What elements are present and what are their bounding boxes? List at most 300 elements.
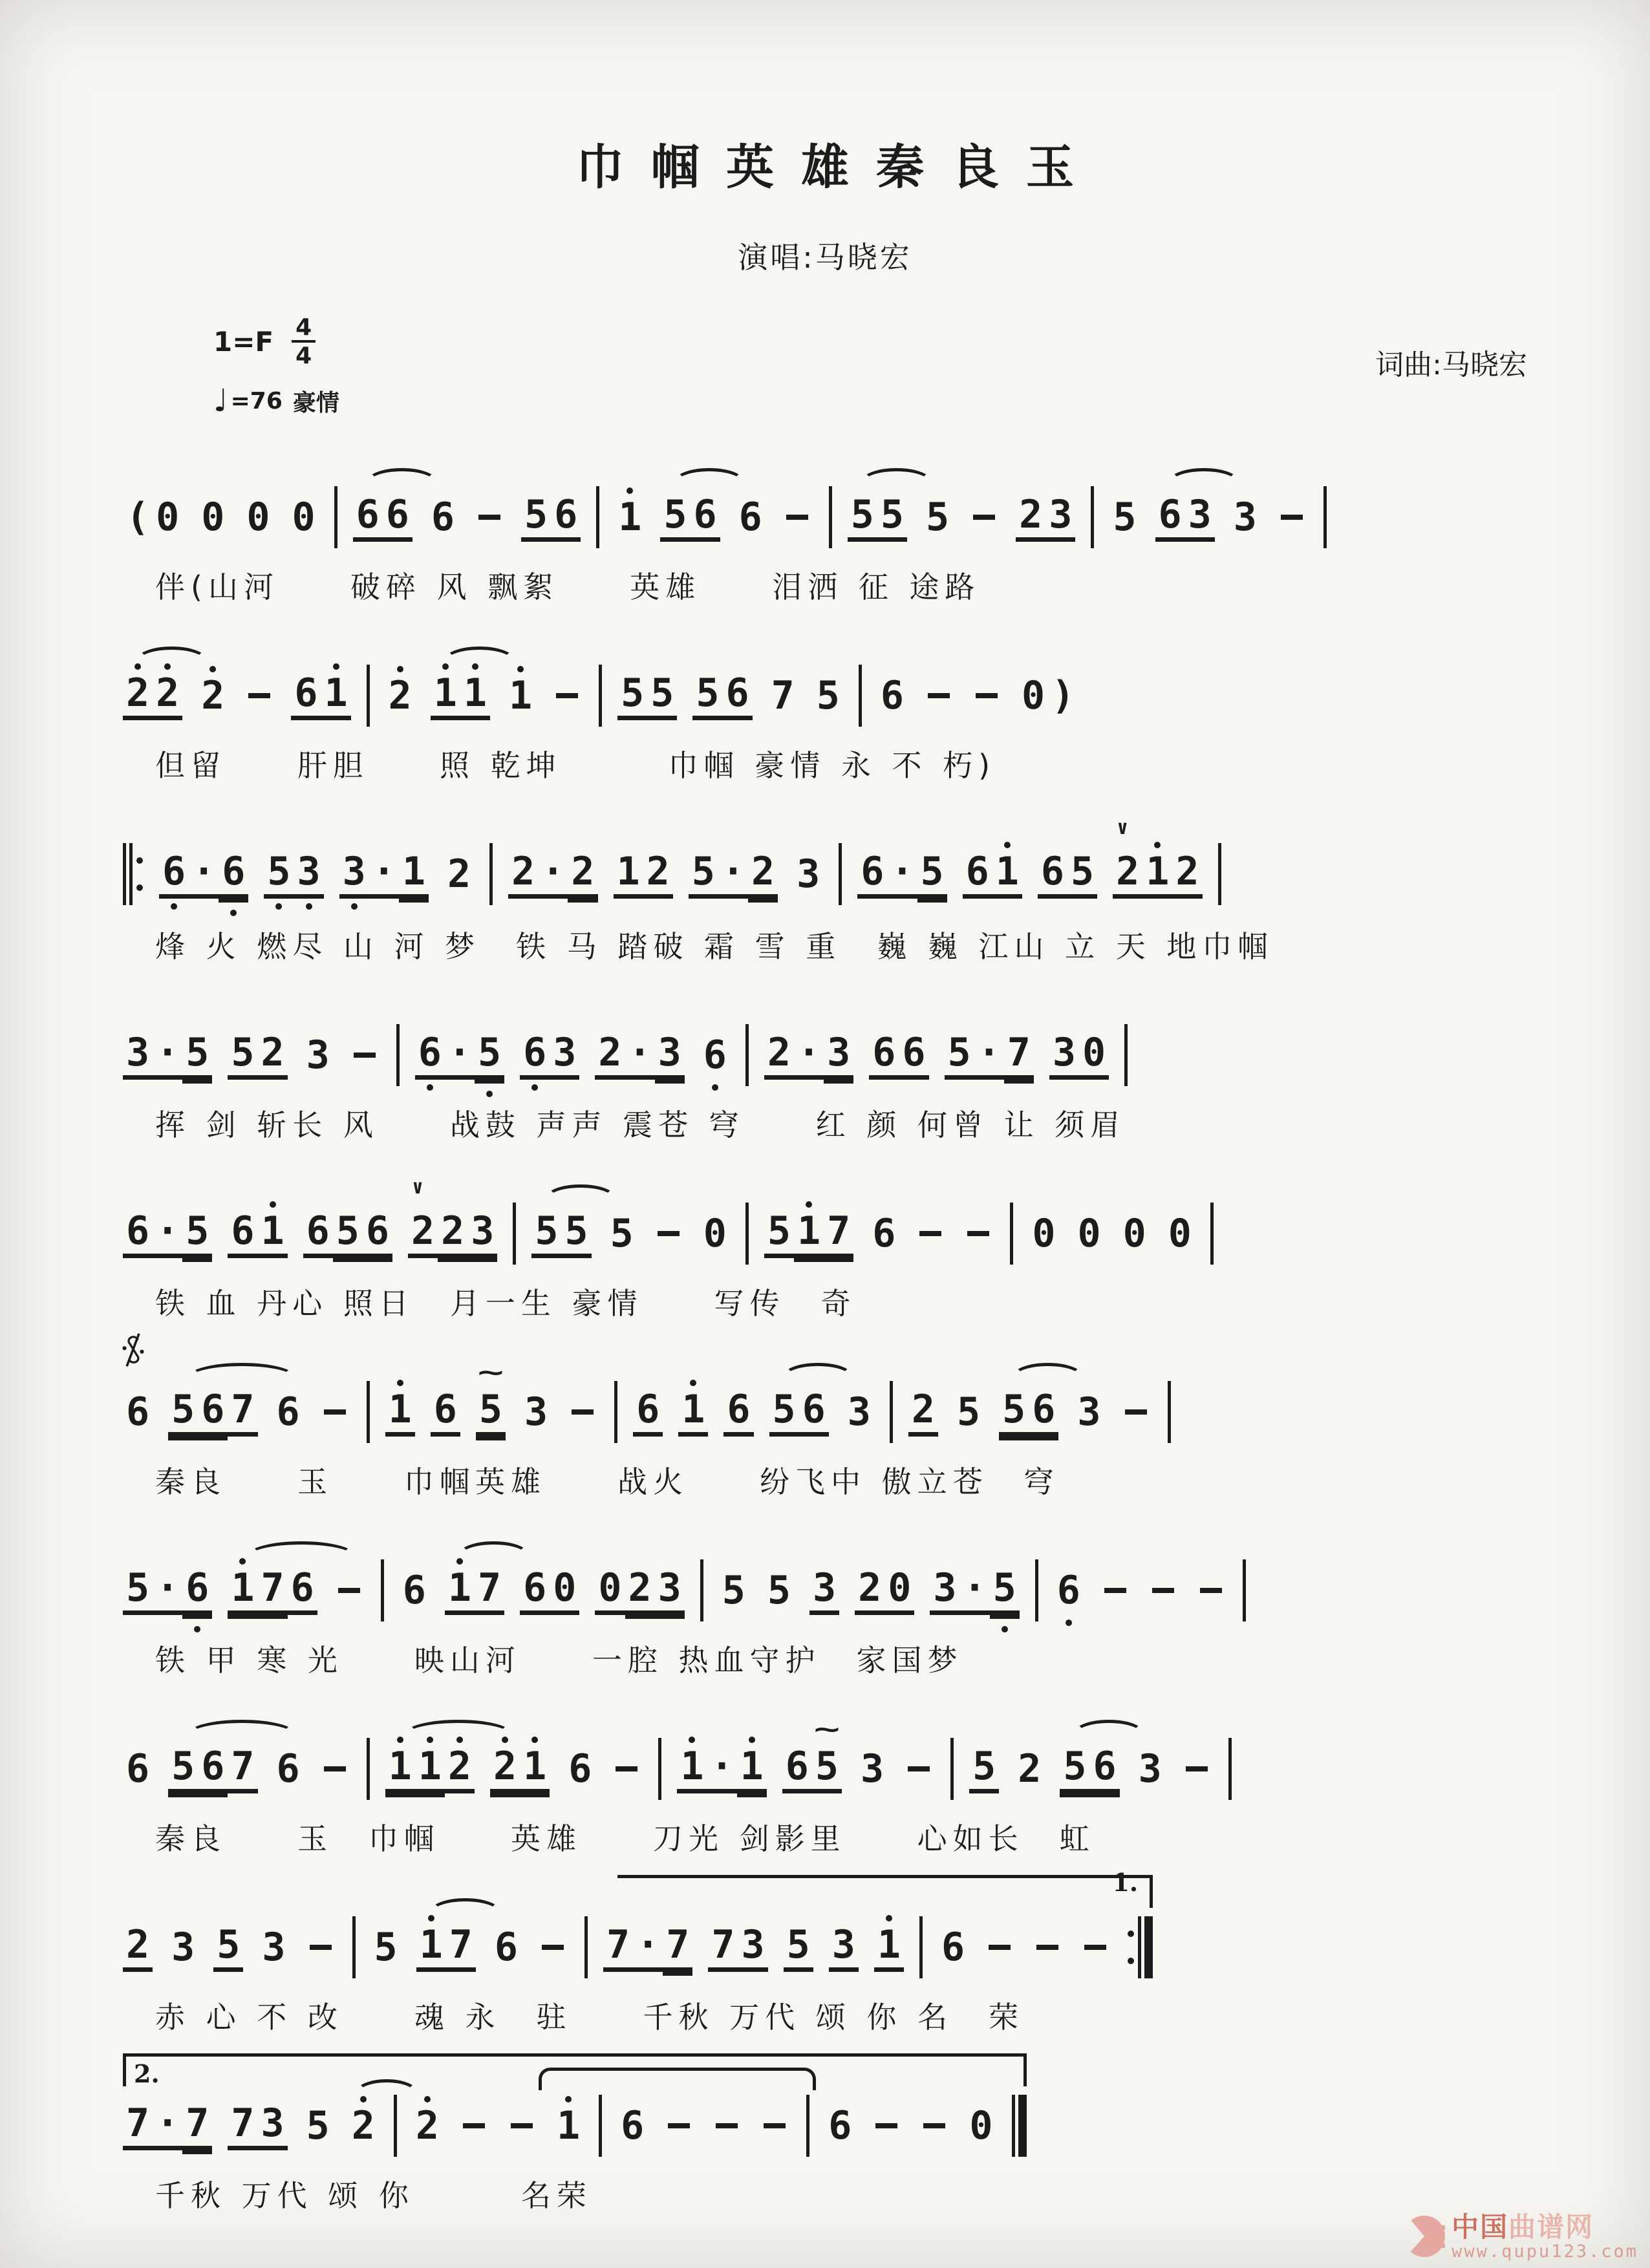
note-char: 6 xyxy=(353,493,383,542)
barline-open xyxy=(123,843,144,905)
note-token xyxy=(473,515,506,520)
note-char: · xyxy=(538,850,568,899)
note-token xyxy=(1016,493,1075,542)
note-token xyxy=(476,1358,506,1437)
note-char: 6 xyxy=(520,1566,550,1615)
note-char: 6 xyxy=(568,1746,592,1792)
note-char: 1 xyxy=(460,671,490,720)
lyrics-line: 秦良 玉 巾帼英雄 战火 纷飞中 傲立苍 穹 xyxy=(155,1464,1060,1499)
note-token xyxy=(123,1390,153,1435)
dash-line xyxy=(248,693,270,698)
note-token xyxy=(660,493,720,542)
note-token xyxy=(259,1925,288,1970)
note-token xyxy=(595,1031,684,1080)
note-char: 5 xyxy=(917,850,947,899)
octave-dot-above xyxy=(806,1201,812,1208)
note-token xyxy=(520,1566,579,1615)
note-char: 5 xyxy=(617,671,647,720)
note-token xyxy=(506,2123,538,2128)
note-token xyxy=(825,2104,855,2148)
note-char: 3 xyxy=(738,1923,768,1972)
note-char: 2 xyxy=(153,671,182,720)
note-char: 5 xyxy=(784,1923,813,1972)
note-char: 6 xyxy=(288,1566,317,1615)
note-char: 3 xyxy=(306,1032,330,1078)
note-char: · xyxy=(960,1566,990,1615)
barline-single xyxy=(859,665,862,727)
note-char: 3 xyxy=(824,1031,853,1080)
note-char: 5 xyxy=(562,1209,592,1258)
note-token xyxy=(123,1031,212,1080)
note-token xyxy=(1109,495,1139,540)
note-char: 2 xyxy=(748,850,778,899)
note-token xyxy=(963,850,1022,899)
barline-single xyxy=(745,1203,749,1265)
note-char: 5 xyxy=(610,1210,634,1256)
note-token xyxy=(123,495,182,540)
dash-line xyxy=(973,515,995,520)
note-char: 5 xyxy=(877,493,907,542)
barline-single xyxy=(367,665,370,727)
note-char: 5 xyxy=(306,2102,330,2148)
note-char: · xyxy=(633,1923,663,1972)
score-line xyxy=(123,1161,1611,1323)
note-token xyxy=(945,1031,1034,1080)
note-char: 2 xyxy=(764,1031,794,1080)
note-char: 1 xyxy=(399,850,429,899)
note-char: · xyxy=(887,850,917,899)
note-token xyxy=(123,1923,153,1972)
note-char: 3 xyxy=(123,1031,153,1080)
octave-dot-above xyxy=(239,1558,246,1565)
note-token xyxy=(781,515,813,520)
note-char: 3 xyxy=(829,1923,859,1972)
note-token xyxy=(123,671,182,720)
score-line xyxy=(123,445,1611,606)
dash-line xyxy=(572,1409,594,1415)
note-char: 7 xyxy=(123,2101,153,2150)
note-char: · xyxy=(974,1031,1004,1080)
note-char: 3 xyxy=(847,1389,871,1435)
note-char: 6 xyxy=(828,2102,852,2148)
note-char: 3 xyxy=(339,850,369,899)
note-char: 0 xyxy=(595,1566,625,1615)
note-char: 5 xyxy=(123,1566,153,1615)
dash-line xyxy=(923,2123,945,2128)
notes-row xyxy=(123,1916,1153,1978)
note-token xyxy=(914,1231,947,1236)
note-token xyxy=(444,852,474,897)
mordent-mark: ~ xyxy=(813,1715,841,1744)
dash-line xyxy=(928,693,950,698)
dash-line xyxy=(786,515,808,520)
note-token xyxy=(531,1209,591,1258)
note-char: 7 xyxy=(603,1923,633,1972)
note-char: 6 xyxy=(782,1744,812,1793)
note-char: 1 xyxy=(431,671,460,720)
note-char: 2 xyxy=(595,1031,625,1080)
note-token xyxy=(264,850,323,899)
note-char: 6 xyxy=(872,1210,896,1256)
octave-dot-above xyxy=(886,1915,892,1921)
dash-line xyxy=(354,1053,376,1058)
lyrics-line: 但留 肝胆 照 乾坤 巾帼 豪情 永 不 朽) xyxy=(155,748,996,783)
note-char: 1 xyxy=(615,495,645,540)
barline-single xyxy=(745,1024,749,1086)
note-char: 7 xyxy=(182,2101,212,2150)
note-char: 6 xyxy=(700,1033,730,1078)
octave-dot-above xyxy=(428,1915,434,1921)
note-token xyxy=(736,495,766,540)
note-char: · xyxy=(445,1031,475,1080)
note-token xyxy=(415,1031,504,1080)
note-token xyxy=(243,495,273,540)
note-token xyxy=(678,1387,708,1437)
note-char: 5 xyxy=(168,1387,198,1437)
meter-denominator: 4 xyxy=(292,340,316,369)
note-token xyxy=(595,1566,684,1615)
octave-dot-above xyxy=(397,1380,403,1386)
note-token xyxy=(303,1209,392,1258)
note-char: 1 xyxy=(614,850,643,899)
note-token xyxy=(431,1387,460,1437)
note-token xyxy=(1049,1031,1109,1080)
note-char: 6 xyxy=(159,850,189,899)
octave-dot-above xyxy=(531,1737,538,1743)
barline-single xyxy=(919,1916,923,1978)
note-token xyxy=(1038,850,1097,899)
note-token xyxy=(123,1566,212,1615)
note-token xyxy=(305,1945,337,1950)
note-char: 5 xyxy=(990,1566,1020,1615)
watermark-site xyxy=(1452,2212,1638,2242)
notes-wrap xyxy=(123,1559,1246,1621)
note-token xyxy=(1014,1747,1044,1792)
notes-wrap xyxy=(123,1358,1171,1443)
notes-wrap xyxy=(123,817,1221,905)
segno-icon xyxy=(122,1332,145,1377)
note-char: 1 xyxy=(385,1387,415,1437)
octave-dot-below xyxy=(1002,1626,1008,1632)
dash-line xyxy=(919,1231,941,1236)
octave-dot-below xyxy=(712,1084,718,1091)
note-token xyxy=(700,1212,730,1256)
note-token xyxy=(228,2101,287,2150)
tempo-marking xyxy=(213,383,339,419)
note-char: 6 xyxy=(198,1744,228,1793)
note-char: 3 xyxy=(1049,1031,1079,1080)
octave-dot-above xyxy=(270,1201,276,1208)
note-char: 2 ∨ xyxy=(408,1209,438,1258)
octave-dot-below xyxy=(427,1084,433,1091)
note-char: 5 xyxy=(264,850,294,899)
note-char: 6 xyxy=(431,494,455,540)
note-char: 5 xyxy=(926,494,950,540)
note-token xyxy=(1099,1588,1131,1593)
barline-single xyxy=(1168,1381,1171,1443)
note-char: 6 xyxy=(621,2102,645,2148)
note-char: 5 xyxy=(531,1209,561,1258)
dash-line xyxy=(616,1766,638,1771)
key-label: 1=F xyxy=(213,326,274,358)
note-token xyxy=(123,2101,212,2150)
note-char: 6 xyxy=(963,850,992,899)
note-token xyxy=(228,1031,287,1080)
notes-row xyxy=(123,486,1327,548)
breath-mark: ∨ xyxy=(412,1176,424,1199)
note-char: 6 xyxy=(1054,1568,1084,1613)
note-char: 7 xyxy=(771,672,795,718)
note-char: 3 xyxy=(258,2101,288,2150)
note-token xyxy=(615,495,645,540)
note-token xyxy=(764,1568,794,1613)
note-char: 2 xyxy=(385,674,415,718)
note-char: 1 xyxy=(385,1744,415,1793)
note-char: 3 xyxy=(655,1031,685,1080)
dash-line xyxy=(1125,1409,1147,1415)
note-char: 5 xyxy=(692,671,722,720)
note-char: 2 xyxy=(348,2104,378,2148)
note-char: 1 xyxy=(553,2104,583,2148)
note-token xyxy=(428,495,458,540)
octave-dot-above xyxy=(690,1380,696,1386)
note-token xyxy=(168,1744,257,1793)
note-token xyxy=(1074,1390,1104,1435)
note-char: 2 xyxy=(123,1923,153,1972)
note-token xyxy=(385,1744,475,1793)
dash-line xyxy=(1281,515,1303,520)
score-line xyxy=(123,983,1611,1144)
dash-line xyxy=(764,2123,786,2128)
note-token xyxy=(784,1923,813,1972)
score-meta xyxy=(213,316,1527,425)
octave-dot-above xyxy=(565,2096,572,2102)
octave-dot-above xyxy=(333,663,339,670)
note-char: 1 xyxy=(228,1566,257,1615)
note-char: 2 xyxy=(908,1387,938,1437)
octave-dot-above xyxy=(134,663,141,670)
octave-dot-above xyxy=(442,663,449,670)
dash-line xyxy=(1152,1588,1174,1593)
note-char: 6 xyxy=(880,672,904,718)
note-char: 6 xyxy=(182,1566,212,1615)
note-char: 6 xyxy=(123,1209,153,1258)
note-char: 3 xyxy=(262,1924,286,1970)
note-token xyxy=(1060,1744,1119,1793)
note-token xyxy=(677,1744,766,1793)
note-char: 1 xyxy=(678,1387,708,1437)
note-token xyxy=(610,1766,643,1771)
note-char: 6 xyxy=(1038,850,1067,899)
barline-single xyxy=(658,1738,661,1800)
note-char: 6 xyxy=(551,493,581,542)
note-token xyxy=(1075,1212,1104,1256)
note-char: 5 xyxy=(767,1567,791,1613)
note-char: 1 xyxy=(677,1744,707,1793)
note-char: 1 xyxy=(506,674,535,718)
note-token xyxy=(159,850,248,899)
note-token xyxy=(1155,493,1215,542)
note-token xyxy=(903,1766,935,1771)
note-token xyxy=(353,493,412,542)
octave-dot-below xyxy=(306,903,312,910)
note-char: 5 xyxy=(764,1209,794,1258)
note-token xyxy=(855,1566,914,1615)
note-char: 3 xyxy=(550,1031,579,1080)
note-token xyxy=(408,1176,497,1258)
note-token xyxy=(869,1212,899,1256)
dash-line xyxy=(1200,1588,1222,1593)
note-token xyxy=(303,2104,333,2148)
note-token xyxy=(537,1945,569,1950)
note-token xyxy=(870,2123,903,2128)
tempo-value: =76 xyxy=(230,387,283,414)
note-token xyxy=(962,1231,994,1236)
note-token xyxy=(966,2104,996,2148)
song-title: 巾帼英雄秦良玉 xyxy=(576,140,1101,195)
note-token xyxy=(869,1031,928,1080)
barline-single xyxy=(1323,486,1327,548)
note-token xyxy=(289,495,319,540)
note-char: 3 xyxy=(524,1389,548,1435)
note-char: · xyxy=(153,1209,182,1258)
note-char: 3 xyxy=(171,1924,195,1970)
mordent-mark: ~ xyxy=(477,1358,504,1387)
note-char: 3 xyxy=(1138,1746,1162,1792)
octave-dot-above xyxy=(472,663,478,670)
octave-dot-above xyxy=(517,666,524,672)
score-line xyxy=(123,802,1611,966)
note-char: 2 xyxy=(258,1031,288,1080)
note-char: 5 xyxy=(475,1031,504,1080)
note-token xyxy=(1230,495,1260,540)
notes-row xyxy=(123,1358,1171,1443)
quarter-note-icon: ♩ xyxy=(213,383,228,419)
note-token xyxy=(1120,1212,1150,1256)
note-token xyxy=(551,693,583,698)
note-char: 7 xyxy=(228,1387,257,1437)
dash-line xyxy=(1084,1945,1106,1950)
note-char: 5 ~ xyxy=(812,1744,842,1793)
note-char: 5 xyxy=(816,672,840,718)
note-char: · xyxy=(707,1744,737,1793)
barline-single xyxy=(599,2095,602,2157)
note-token xyxy=(813,674,843,718)
barline-single xyxy=(829,486,832,548)
note-char: 2 xyxy=(445,1744,475,1793)
note-char: 5 xyxy=(969,1744,999,1793)
note-char: · xyxy=(625,1031,655,1080)
dash-line xyxy=(324,1409,346,1415)
note-char: · xyxy=(153,2101,182,2150)
dash-line xyxy=(1036,1945,1058,1950)
note-char: 6 xyxy=(723,671,753,720)
note-token xyxy=(793,852,823,897)
note-char: 3 xyxy=(1233,494,1257,540)
note-token xyxy=(566,1409,599,1415)
note-token xyxy=(123,1209,212,1258)
note-token xyxy=(700,1033,730,1078)
note-token xyxy=(385,1387,415,1437)
note-token xyxy=(123,1747,153,1792)
note-char: 6 xyxy=(402,1567,426,1613)
note-token xyxy=(1195,1588,1227,1593)
note-token xyxy=(385,674,415,718)
note-char: · xyxy=(153,1031,182,1080)
note-token xyxy=(954,1390,983,1435)
note-char: 0 xyxy=(884,1566,914,1615)
octave-dot-above xyxy=(1004,842,1011,848)
dash-line xyxy=(976,693,998,698)
note-token xyxy=(983,1945,1016,1950)
key-signature xyxy=(213,316,316,369)
note-char: 5 xyxy=(228,1031,257,1080)
note-token xyxy=(1113,817,1202,899)
note-token xyxy=(970,693,1003,698)
note-char: 0 xyxy=(550,1566,579,1615)
note-token xyxy=(412,2104,442,2148)
barline-single xyxy=(334,486,338,548)
note-char: 5 xyxy=(182,1209,212,1258)
note-char: 7 xyxy=(824,1209,853,1258)
note-char: 6 xyxy=(723,1387,753,1437)
note-char: 5 xyxy=(333,1209,363,1258)
note-token xyxy=(607,1212,637,1256)
dash-line xyxy=(658,1231,680,1236)
note-token xyxy=(1079,1945,1111,1950)
note-char: 7 xyxy=(228,1744,257,1793)
note-token xyxy=(663,2123,695,2128)
note-token xyxy=(603,1923,692,1972)
note-token xyxy=(652,1231,685,1236)
note-char: 0 xyxy=(703,1210,727,1256)
note-token xyxy=(923,693,955,698)
octave-dot-below xyxy=(194,1626,200,1632)
note-char: 1 xyxy=(416,1923,446,1972)
note-char: 1 xyxy=(1142,850,1172,899)
note-char: 6 xyxy=(126,1746,150,1792)
barline-single xyxy=(367,1381,370,1443)
score-line xyxy=(123,2053,1611,2215)
note-char: 3 xyxy=(930,1566,959,1615)
note-token xyxy=(291,671,350,720)
note-token xyxy=(1054,1568,1084,1613)
note-char: 2 xyxy=(508,850,538,899)
note-char: 5 xyxy=(168,1744,198,1793)
dash-line xyxy=(478,515,500,520)
lyrics-line: 秦良 玉 巾帼 英雄 刀光 剑影里 心如长 虹 xyxy=(155,1821,1095,1856)
breath-mark: ∨ xyxy=(1117,817,1129,839)
notes-row xyxy=(123,1715,1232,1800)
note-token xyxy=(968,515,1000,520)
octave-dot-above xyxy=(456,1558,463,1565)
note-char: 2 xyxy=(447,851,471,897)
note-token xyxy=(918,2123,950,2128)
note-token xyxy=(938,1925,968,1970)
watermark-url: www.qupu123.com xyxy=(1452,2241,1638,2262)
meter-numerator: 4 xyxy=(295,314,312,341)
note-char: 6 xyxy=(198,1387,228,1437)
notes-wrap xyxy=(123,1176,1214,1265)
note-token xyxy=(689,850,778,899)
note-token xyxy=(416,1923,476,1972)
note-char: 1 xyxy=(874,1923,904,1972)
lyrics-line: 伴(山河 破碎 风 飘絮 英雄 泪洒 征 途路 xyxy=(155,570,981,604)
score xyxy=(123,445,1611,2215)
note-token xyxy=(999,1387,1058,1437)
note-char: 3 xyxy=(797,851,820,897)
note-char: 2 xyxy=(568,850,597,899)
